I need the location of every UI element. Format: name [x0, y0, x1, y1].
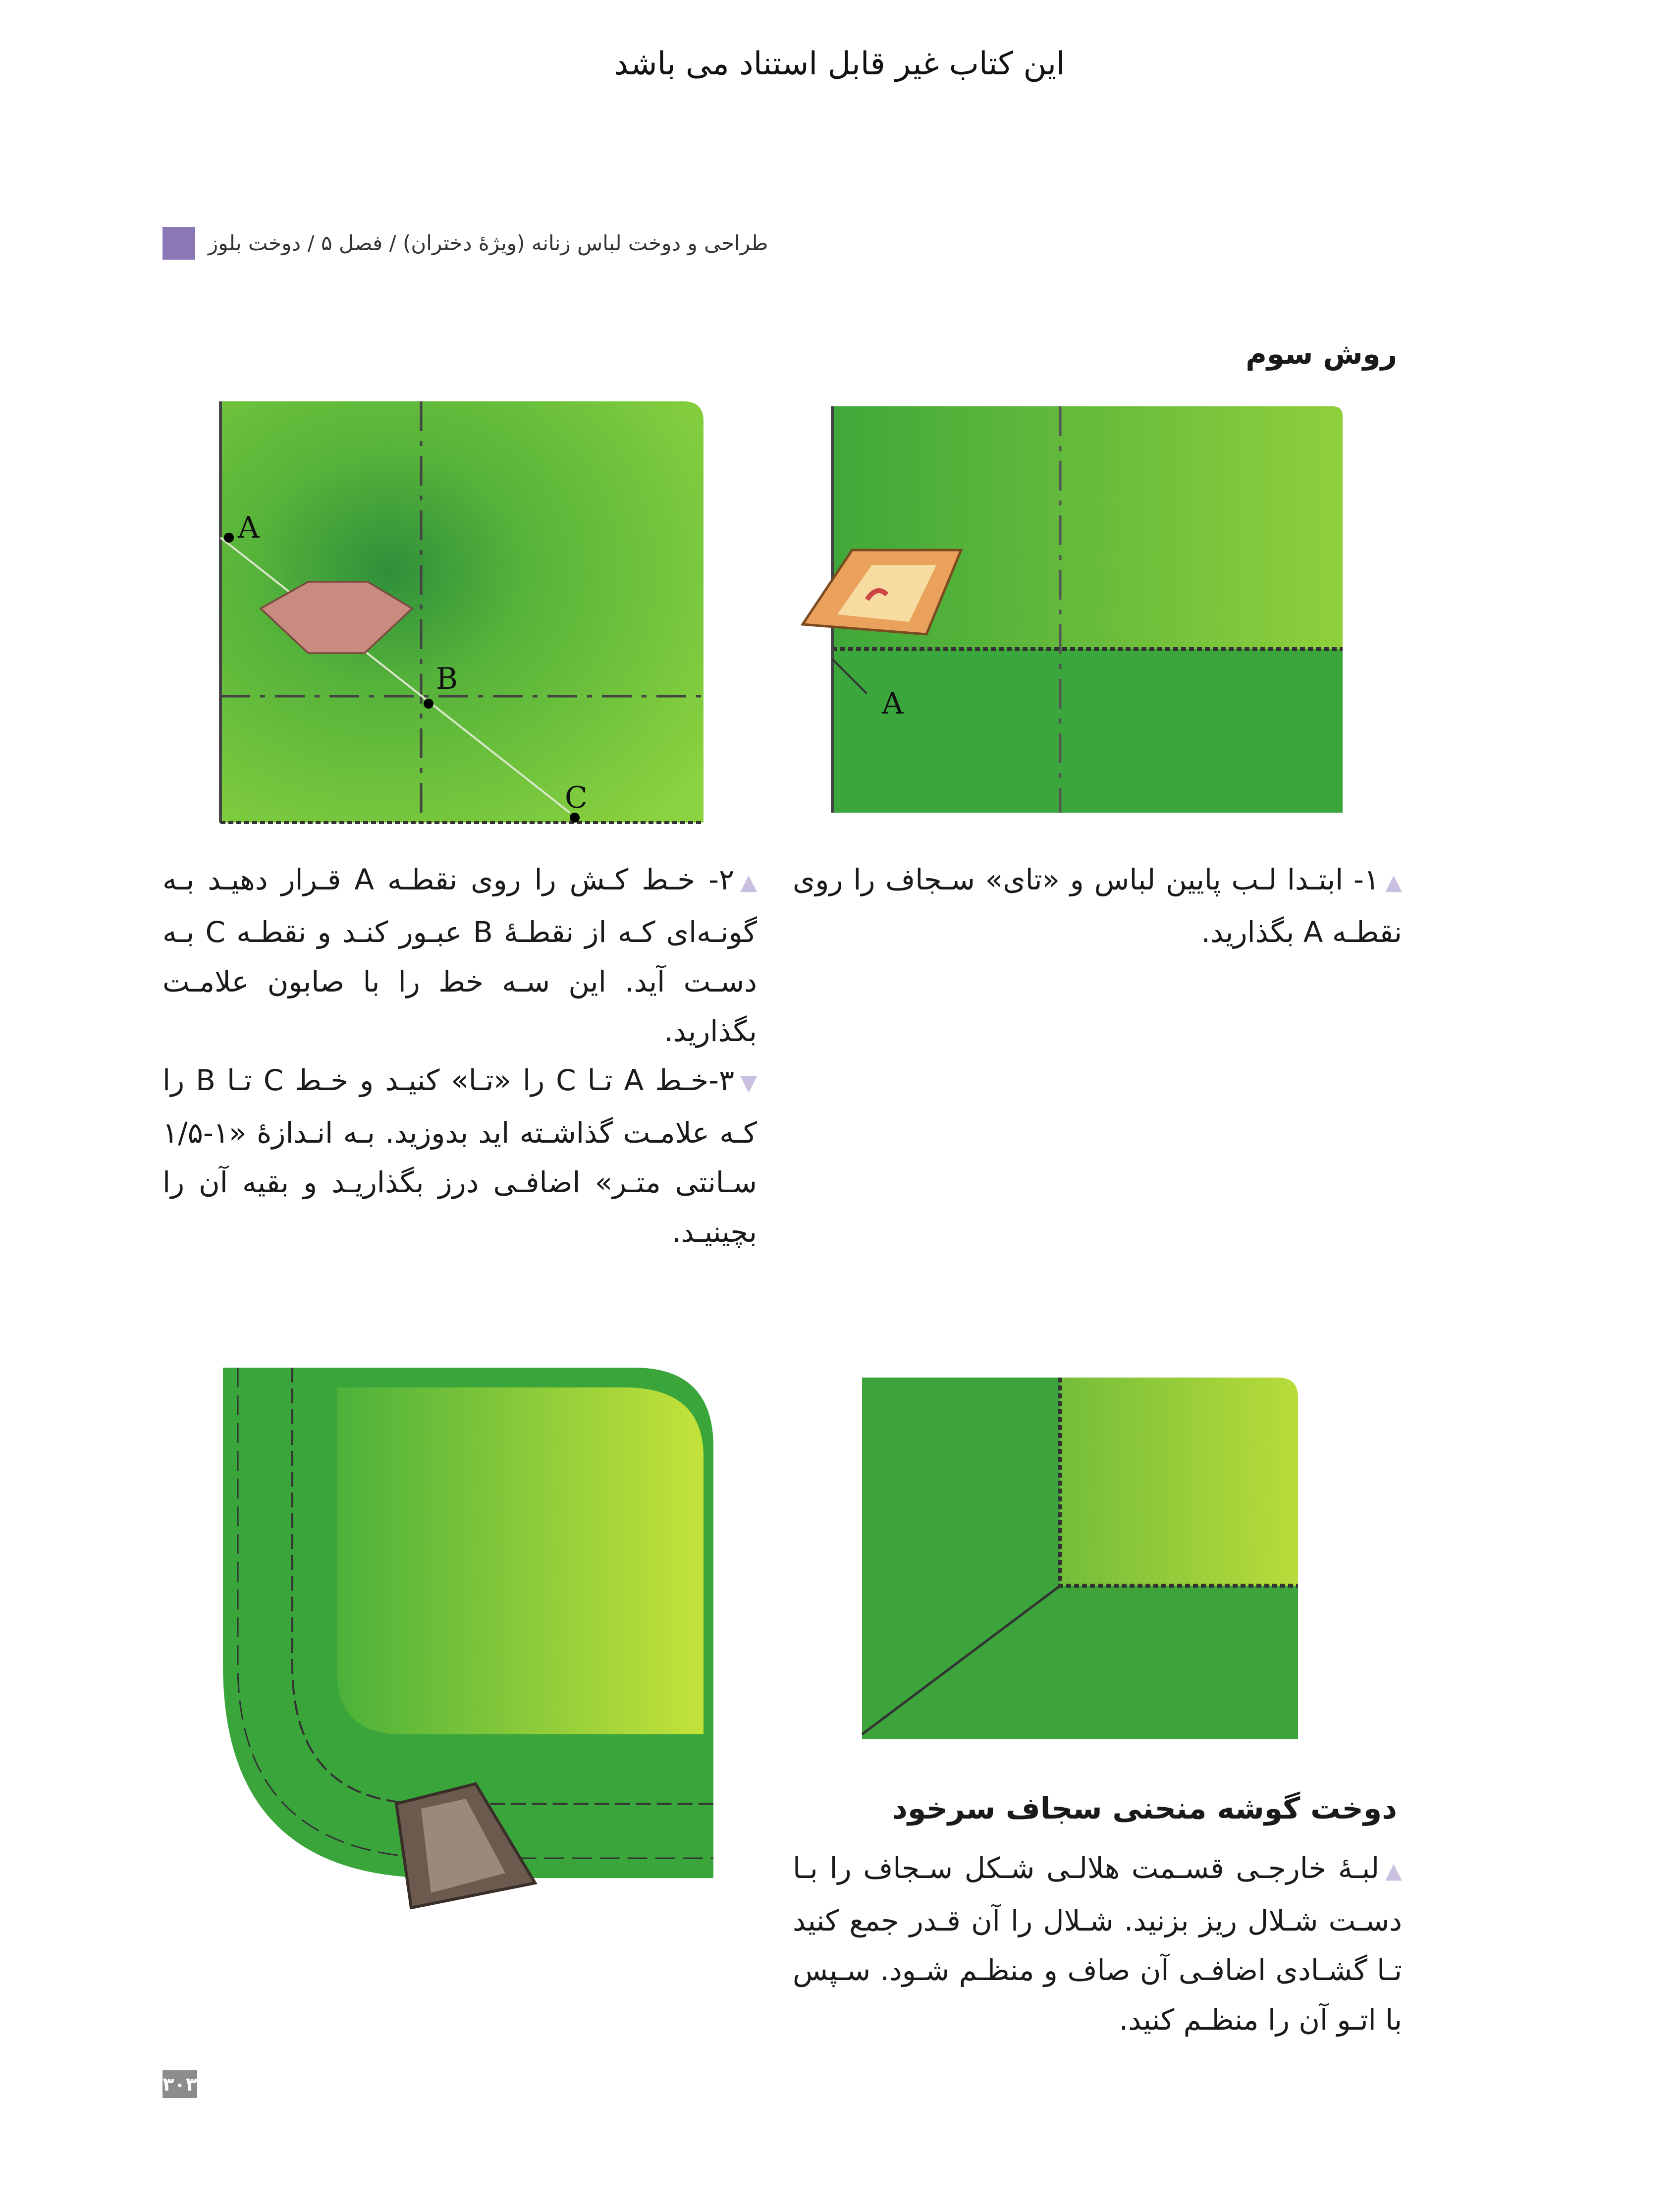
step-1-text: ۱- ابتـدا لـب پایین لباس و «تای» سـجاف را روی نقطـه A بگذارید.	[793, 863, 1402, 949]
figure-4-curved-corner	[188, 1358, 733, 1952]
triangle-marker-icon: ▲	[1385, 1858, 1402, 1883]
step-3	[162, 1055, 757, 1257]
figure-2-abc-lines	[198, 391, 718, 837]
triangle-marker-icon: ▲	[1385, 870, 1402, 895]
figure-3-mitered-corner	[842, 1368, 1313, 1754]
watermark-text: این کتاب غیر قابل استناد می باشد	[614, 46, 1065, 82]
figure-1-hem-placement	[793, 401, 1353, 823]
breadcrumb: طراحی و دوخت لباس زنانه (ویژهٔ دختران) / فصل ۵ / دوخت بلوز	[208, 231, 768, 255]
section-title: روش سوم	[1246, 337, 1397, 371]
curved-corner-text: لبـهٔ خارجـی قسـمت هلالـی شـکل سـجاف را بـا دسـت شـلال ریز بزنید. شـلال را آن قـدر جمع کنید تـا گشـادی اضافـی آن صاف و منظـم شـود. سـپس با اتـو آن را منظـم کنید.	[793, 1851, 1402, 2037]
page-number: ۳۰۳	[162, 2070, 197, 2098]
fabric-hem	[832, 649, 1343, 813]
step-2-text: ۲- خـط کـش را روی نقطـه A قـرار دهیـد بـه گونـه‌ای کـه از نقطـهٔ B عبـور کنـد و نقطـه C بـه دسـت آید. این سـه خط را با صابون علامـت بگذارید.	[162, 863, 757, 1048]
triangle-marker-icon: ▲	[740, 870, 757, 895]
triangle-marker-icon: ▼	[740, 1070, 758, 1096]
point-a-label: A	[882, 686, 904, 721]
point-b-label: B	[436, 662, 458, 696]
step-3-text: ۳-خـط A تـا C را «تـا» کنیـد و خـط C تـا B را کـه علامـت گذاشـته اید بدوزید. بـه انـدازهٔ «۱-۱/۵ سـانتی متـر» اضافـی درز بگذاریـد و بقیه آن را بچینیـد.	[162, 1063, 757, 1249]
curved-corner-paragraph	[793, 1843, 1402, 2045]
curved-corner-heading: دوخت گوشه منحنی سجاف سرخود	[892, 1791, 1397, 1826]
point-a-label: A	[238, 510, 260, 545]
chapter-color-marker	[162, 227, 195, 260]
step-1	[793, 855, 1402, 957]
point-c-label: C	[565, 780, 588, 815]
step-2	[162, 855, 757, 1056]
